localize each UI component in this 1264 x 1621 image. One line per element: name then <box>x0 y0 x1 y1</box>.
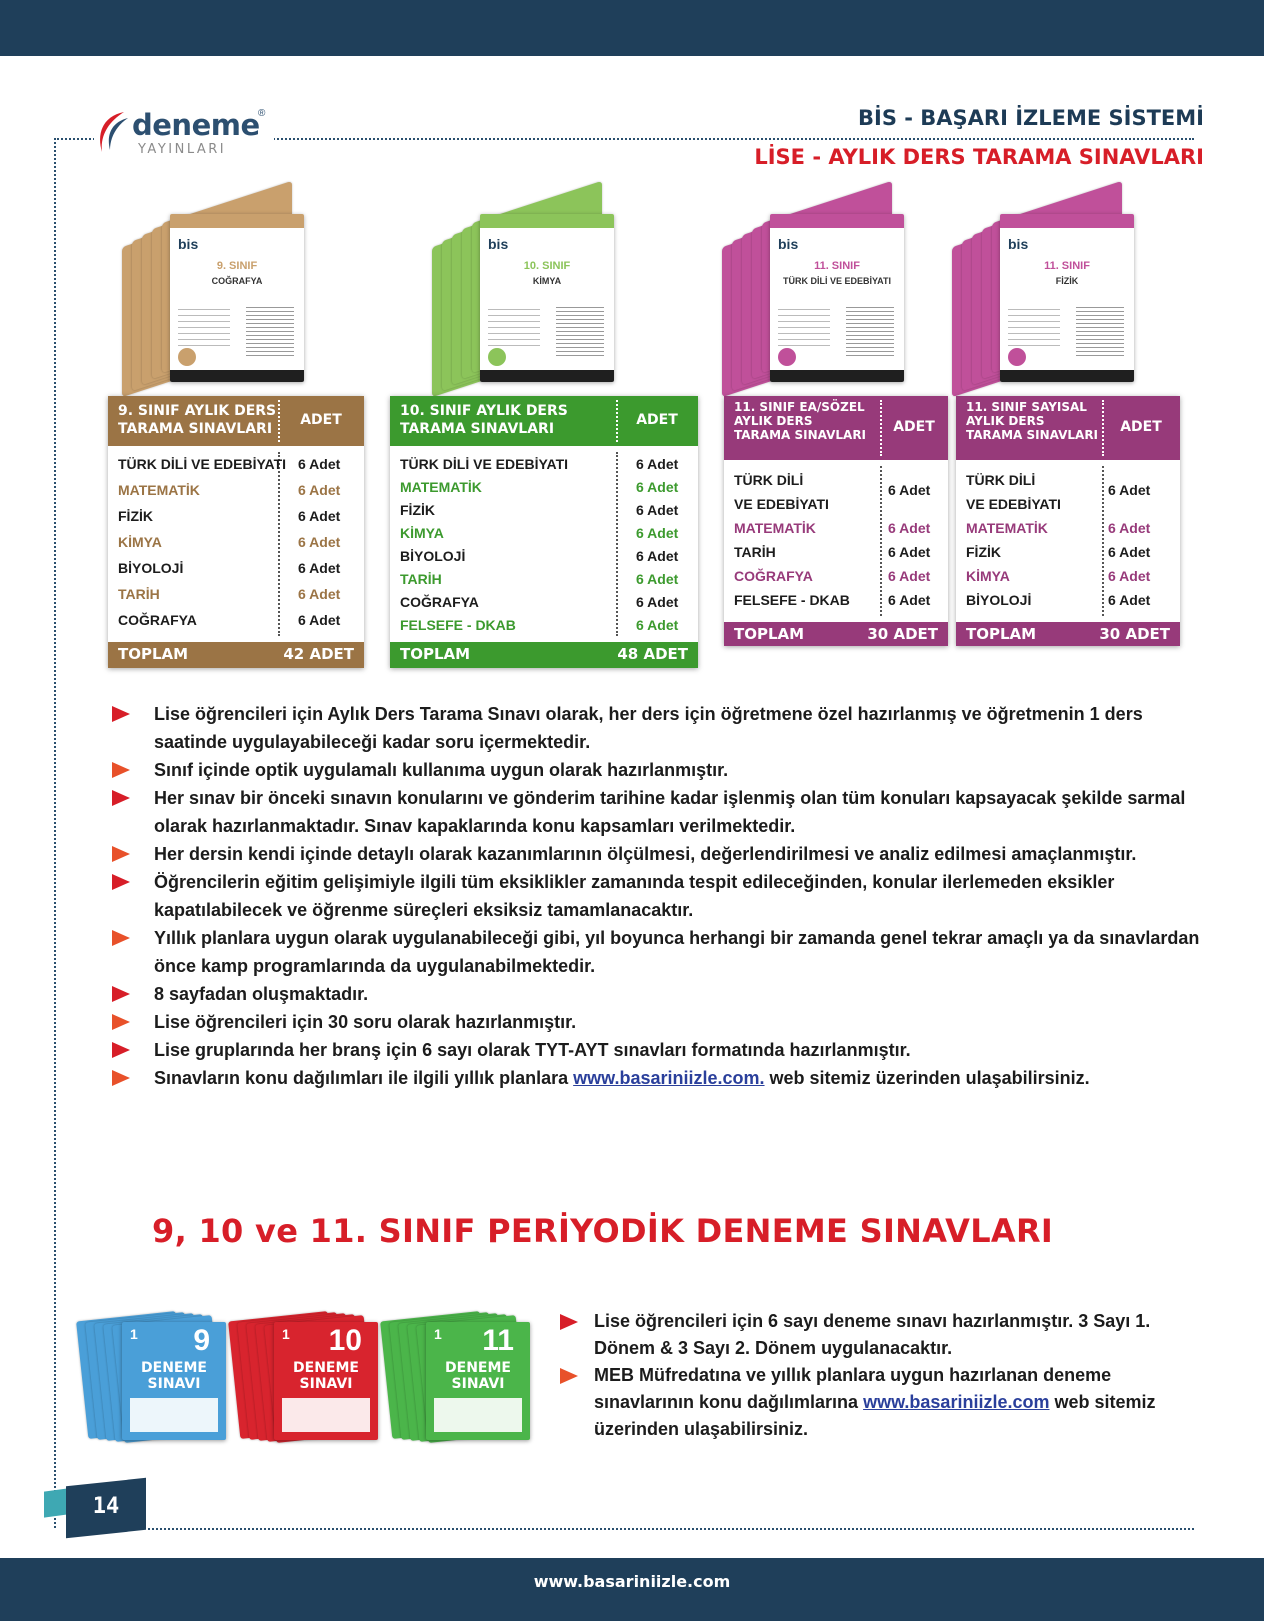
page-frame-left <box>54 138 56 1528</box>
cover-brand: bis <box>1008 236 1029 252</box>
list-item-text: Lise öğrencileri için Aylık Ders Tarama Sınavı olarak, her ders için öğretmene özel hazırlanmış ve öğretmenin 1 ders saatinde uygulayabileceği kadar soru içermektedir. <box>154 704 1143 752</box>
deneme-line2: SINAVI <box>299 1376 353 1392</box>
cover-front <box>1000 214 1134 382</box>
table-row-subject: FELSEFE - DKAB <box>734 592 850 608</box>
list-item-text: Lise öğrencileri için 6 sayı deneme sınavı hazırlanmıştır. 3 Sayı 1. Dönem & 3 Sayı 2. Dönem uygulanacaktır. <box>594 1311 1151 1358</box>
table-row-count: 6 Adet <box>636 479 679 495</box>
table-row-count: 6 Adet <box>636 456 679 472</box>
list-item-text: Her sınav bir önceki sınavın konularını ve gönderim tarihine kadar işlenmiş olan tüm konuları kapsayacak şekilde sarmal olarak hazırlanmaktadır. Sınav kapaklarında konu kapsamları verilmektedir. <box>154 788 1186 836</box>
table-count-header: ADET <box>1120 419 1162 435</box>
table-row-subject: COĞRAFYA <box>734 568 813 584</box>
deneme-sayi: 1 <box>434 1326 442 1342</box>
cover-band <box>170 214 304 228</box>
deneme-book <box>384 1312 534 1442</box>
table-header <box>108 396 364 446</box>
cover-front <box>480 214 614 382</box>
table-row-count: 6 Adet <box>636 617 679 633</box>
cover-topic-lines <box>1008 306 1060 346</box>
exam-cover <box>948 186 1148 386</box>
cover-answer-grid <box>246 306 294 356</box>
table-total-label: TOPLAM <box>734 625 805 643</box>
bullet-arrow-icon <box>112 1014 130 1030</box>
page-header-title: BİS - BAŞARI İZLEME SİSTEMİ <box>850 106 1204 130</box>
table-row-subject: TARİH <box>118 586 160 602</box>
page-number-tab <box>44 1488 68 1517</box>
logo-registered-mark: ® <box>258 108 266 119</box>
table-row-subject: KİMYA <box>400 525 444 541</box>
table-row-count: 6 Adet <box>636 594 679 610</box>
table-row-subject: TÜRK DİLİ VE EDEBİYATI <box>118 456 287 472</box>
cover-badge <box>1008 348 1026 366</box>
website-link[interactable]: www.basariniizle.com <box>863 1392 1050 1412</box>
bullet-arrow-icon <box>112 762 130 778</box>
website-link[interactable]: www.basariniizle.com. <box>573 1068 765 1088</box>
cover-brand: bis <box>178 236 199 252</box>
deneme-sayi: 1 <box>282 1326 290 1342</box>
table-header <box>390 396 698 446</box>
table-row-count: 6 Adet <box>636 571 679 587</box>
table-row-count: 6 Adet <box>298 482 341 498</box>
table-row-count: 6 Adet <box>1108 520 1151 536</box>
table-row-count: 6 Adet <box>1108 568 1151 584</box>
deneme-sayi: 1 <box>130 1326 138 1342</box>
cover-badge <box>488 348 506 366</box>
table-row-count: 6 Adet <box>888 520 931 536</box>
table-total-value: 30 ADET <box>867 625 938 643</box>
table-total-value: 48 ADET <box>617 645 688 663</box>
table-total-value: 42 ADET <box>283 645 354 663</box>
cover-title: 11. SINIF <box>1044 260 1090 272</box>
table-row-count: 6 Adet <box>888 544 931 560</box>
cover-front <box>770 214 904 382</box>
table-row-subject: FİZİK <box>400 502 435 518</box>
table-header-line: 11. SINIF SAYISAL <box>966 400 1087 414</box>
cover-band <box>480 214 614 228</box>
deneme-feature-list <box>558 1308 1198 1443</box>
top-band <box>0 0 1264 56</box>
exam-cover <box>428 186 628 386</box>
cover-topic-lines <box>178 306 230 346</box>
table-header-title <box>966 400 1098 442</box>
list-item <box>110 784 1200 840</box>
deneme-line2: SINAVI <box>451 1376 505 1392</box>
list-item <box>558 1308 1198 1362</box>
table-row-subject: MATEMATİK <box>734 520 816 536</box>
table-row-subject: MATEMATİK <box>966 520 1048 536</box>
list-item-text: Lise gruplarında her branş için 6 sayı olarak TYT-AYT sınavları formatında hazırlanmıştır. <box>154 1040 911 1060</box>
page-frame-bottom <box>148 1528 1194 1530</box>
exam-cover <box>118 186 318 386</box>
table-header-line: TARAMA SINAVLARI <box>118 421 273 437</box>
list-item-text: MEB Müfredatına ve yıllık planlara uygun hazırlanan deneme sınavlarının konu dağılımlarına <box>594 1365 1112 1412</box>
table-row-count: 6 Adet <box>636 502 679 518</box>
table-row-count: 6 Adet <box>888 482 931 498</box>
bullet-arrow-icon <box>560 1314 578 1330</box>
list-item <box>110 756 1200 784</box>
bullet-arrow-icon <box>112 986 130 1002</box>
cover-brand: bis <box>778 236 799 252</box>
exam-table <box>724 396 948 646</box>
table-row-subject: MATEMATİK <box>400 479 482 495</box>
table-row-subject: COĞRAFYA <box>400 594 479 610</box>
deneme-line2: SINAVI <box>147 1376 201 1392</box>
table-row-count: 6 Adet <box>636 525 679 541</box>
table-row-count: 6 Adet <box>298 612 341 628</box>
table-count-header: ADET <box>636 412 678 428</box>
table-header-line: AYLIK DERS <box>734 414 813 428</box>
cover-footer <box>1000 370 1134 382</box>
table-column-separator <box>278 452 280 636</box>
table-header-line: 10. SINIF AYLIK DERS <box>400 403 568 419</box>
table-row-subject: TARİH <box>734 544 776 560</box>
list-item <box>110 700 1200 756</box>
list-item-text: 8 sayfadan oluşmaktadır. <box>154 984 369 1004</box>
table-row-subject: FİZİK <box>966 544 1001 560</box>
cover-footer <box>770 370 904 382</box>
publisher-logo <box>94 100 274 162</box>
list-item <box>110 924 1200 980</box>
table-header-title <box>400 402 568 438</box>
list-item <box>110 1036 1200 1064</box>
deneme-grade: 10 <box>328 1324 362 1357</box>
feature-list <box>110 700 1200 1092</box>
table-footer <box>956 622 1180 646</box>
table-row-count: 6 Adet <box>298 586 341 602</box>
table-row-subject: TÜRK DİLİ VE EDEBİYATI <box>400 456 569 472</box>
table-header-title <box>734 400 866 442</box>
table-row-subject: KİMYA <box>966 568 1010 584</box>
deneme-grade: 11 <box>482 1324 514 1357</box>
cover-badge <box>178 348 196 366</box>
table-row-subject: BİYOLOJİ <box>966 592 1032 608</box>
table-row-subject: TÜRK DİLİ <box>734 472 804 488</box>
deneme-grade: 9 <box>193 1324 210 1357</box>
cover-subject: KİMYA <box>532 276 562 286</box>
table-row-count: 6 Adet <box>298 456 341 472</box>
table-row-subject: KİMYA <box>118 534 162 550</box>
list-item-text: Lise öğrencileri için 30 soru olarak hazırlanmıştır. <box>154 1012 577 1032</box>
table-header-separator <box>1102 400 1104 456</box>
cover-title: 11. SINIF <box>814 260 860 272</box>
table-row-subject: VE EDEBİYATI <box>966 496 1061 512</box>
table-row-count: 6 Adet <box>298 534 341 550</box>
table-row-subject: COĞRAFYA <box>118 612 197 628</box>
cover-brand: bis <box>488 236 509 252</box>
exam-cover <box>718 186 918 386</box>
bullet-arrow-icon <box>112 1070 130 1086</box>
exam-table <box>390 396 698 668</box>
table-header-line: 11. SINIF EA/SÖZEL <box>734 400 865 414</box>
table-total-label: TOPLAM <box>400 645 471 663</box>
bullet-arrow-icon <box>112 790 130 806</box>
list-item <box>110 840 1200 868</box>
table-header-line: 9. SINIF AYLIK DERS <box>118 403 277 419</box>
table-footer <box>108 642 364 668</box>
table-row-subject: BİYOLOJİ <box>400 548 466 564</box>
cover-answer-grid <box>1076 306 1124 356</box>
table-row-count: 6 Adet <box>1108 544 1151 560</box>
cover-answer-grid <box>556 306 604 356</box>
list-item-text: Sınavların konu dağılımları ile ilgili yıllık planlara <box>154 1068 574 1088</box>
section-title: 9, 10 ve 11. SINIF PERİYODİK DENEME SINAVLARI <box>152 1212 1054 1250</box>
table-row-count: 6 Adet <box>298 560 341 576</box>
table-row-count: 6 Adet <box>888 568 931 584</box>
table-count-header: ADET <box>893 419 935 435</box>
list-item <box>110 980 1200 1008</box>
logo-swoosh-icon <box>94 110 130 154</box>
table-column-separator <box>1102 466 1104 616</box>
table-row-subject: TARİH <box>400 571 442 587</box>
deneme-front <box>426 1322 530 1440</box>
list-item-text: Sınıf içinde optik uygulamalı kullanıma uygun olarak hazırlanmıştır. <box>154 760 729 780</box>
table-header-line: TARAMA SINAVLARI <box>734 428 867 442</box>
table-header-line: AYLIK DERS <box>966 414 1045 428</box>
bullet-arrow-icon <box>112 706 130 722</box>
cover-subject: FİZİK <box>1055 276 1079 286</box>
table-header-separator <box>880 400 882 456</box>
bullet-arrow-icon <box>112 846 130 862</box>
list-item-text-end: web sitemiz üzerinden ulaşabilirsiniz. <box>764 1068 1090 1088</box>
cover-footer <box>480 370 614 382</box>
deneme-front <box>274 1322 378 1440</box>
cover-footer <box>170 370 304 382</box>
cover-topic-lines <box>488 306 540 346</box>
list-item <box>558 1362 1198 1443</box>
table-header <box>724 396 948 460</box>
table-header-title <box>118 402 276 438</box>
list-item-text: Her dersin kendi içinde detaylı olarak kazanımlarının ölçülmesi, değerlendirilmesi ve analiz edilmesi amaçlanmıştır. <box>154 844 1137 864</box>
logo-subtitle: YAYINLARI <box>138 142 227 157</box>
logo-name: deneme <box>132 108 260 142</box>
table-total-label: TOPLAM <box>118 645 189 663</box>
table-header-separator <box>616 400 618 442</box>
list-item <box>110 868 1200 924</box>
cover-answer-grid <box>846 306 894 356</box>
deneme-info-panel <box>282 1398 370 1432</box>
table-row-subject: FELSEFE - DKAB <box>400 617 516 633</box>
cover-subject: COĞRAFYA <box>211 276 263 286</box>
page-header-subtitle: LİSE - AYLIK DERS TARAMA SINAVLARI <box>754 145 1204 169</box>
deneme-line1: DENEME <box>141 1360 207 1376</box>
cover-band <box>1000 214 1134 228</box>
list-item-text: Öğrencilerin eğitim gelişimiyle ilgili tüm eksiklikler zamanında tespit edileceğinden, konular ilerlemeden eksikler kapatılabilecek ve öğrenme süreçleri eksiksiz tamamlanacaktır. <box>154 872 1115 920</box>
list-item-text: Yıllık planlara uygun olarak uygulanabileceği gibi, yıl boyunca herhangi bir zamanda genel tekrar amaçlı ya da sınavlardan önce kamp programlarında da uygulanabilmektedir. <box>154 928 1200 976</box>
cover-band <box>770 214 904 228</box>
table-row-subject: BİYOLOJİ <box>118 560 184 576</box>
footer-url[interactable]: www.basariniizle.com <box>533 1572 731 1591</box>
table-row-count: 6 Adet <box>1108 482 1151 498</box>
table-row-subject: MATEMATİK <box>118 482 200 498</box>
table-row-count: 6 Adet <box>636 548 679 564</box>
table-row-subject: TÜRK DİLİ <box>966 472 1036 488</box>
bullet-arrow-icon <box>112 874 130 890</box>
table-footer <box>390 642 698 668</box>
cover-title: 9. SINIF <box>216 260 258 272</box>
bullet-arrow-icon <box>560 1368 578 1384</box>
cover-topic-lines <box>778 306 830 346</box>
exam-table <box>956 396 1180 646</box>
table-column-separator <box>880 466 882 616</box>
bullet-arrow-icon <box>112 1042 130 1058</box>
table-column-separator <box>616 452 618 636</box>
table-row-count: 6 Adet <box>888 592 931 608</box>
cover-title: 10. SINIF <box>523 260 571 272</box>
table-header-line: TARAMA SINAVLARI <box>400 421 555 437</box>
table-total-value: 30 ADET <box>1099 625 1170 643</box>
list-item <box>110 1008 1200 1036</box>
table-row-subject: VE EDEBİYATI <box>734 496 829 512</box>
deneme-front <box>122 1322 226 1440</box>
deneme-book <box>232 1312 382 1442</box>
deneme-book <box>80 1312 230 1442</box>
deneme-info-panel <box>434 1398 522 1432</box>
deneme-info-panel <box>130 1398 218 1432</box>
deneme-line1: DENEME <box>293 1360 359 1376</box>
cover-badge <box>778 348 796 366</box>
table-row-count: 6 Adet <box>1108 592 1151 608</box>
page-number: 14 <box>92 1494 120 1519</box>
table-footer <box>724 622 948 646</box>
deneme-line1: DENEME <box>445 1360 511 1376</box>
table-row-count: 6 Adet <box>298 508 341 524</box>
table-total-label: TOPLAM <box>966 625 1037 643</box>
table-header-line: TARAMA SINAVLARI <box>966 428 1099 442</box>
cover-subject: TÜRK DİLİ VE EDEBİYATI <box>782 276 891 286</box>
table-count-header: ADET <box>300 412 342 428</box>
exam-table <box>108 396 364 668</box>
list-item <box>110 1064 1200 1092</box>
cover-front <box>170 214 304 382</box>
table-header-separator <box>278 400 280 442</box>
table-row-subject: FİZİK <box>118 508 153 524</box>
table-header <box>956 396 1180 460</box>
list-item-text-end: web sitemiz üzerinden ulaşabilirsiniz. <box>594 1392 1156 1439</box>
bullet-arrow-icon <box>112 930 130 946</box>
